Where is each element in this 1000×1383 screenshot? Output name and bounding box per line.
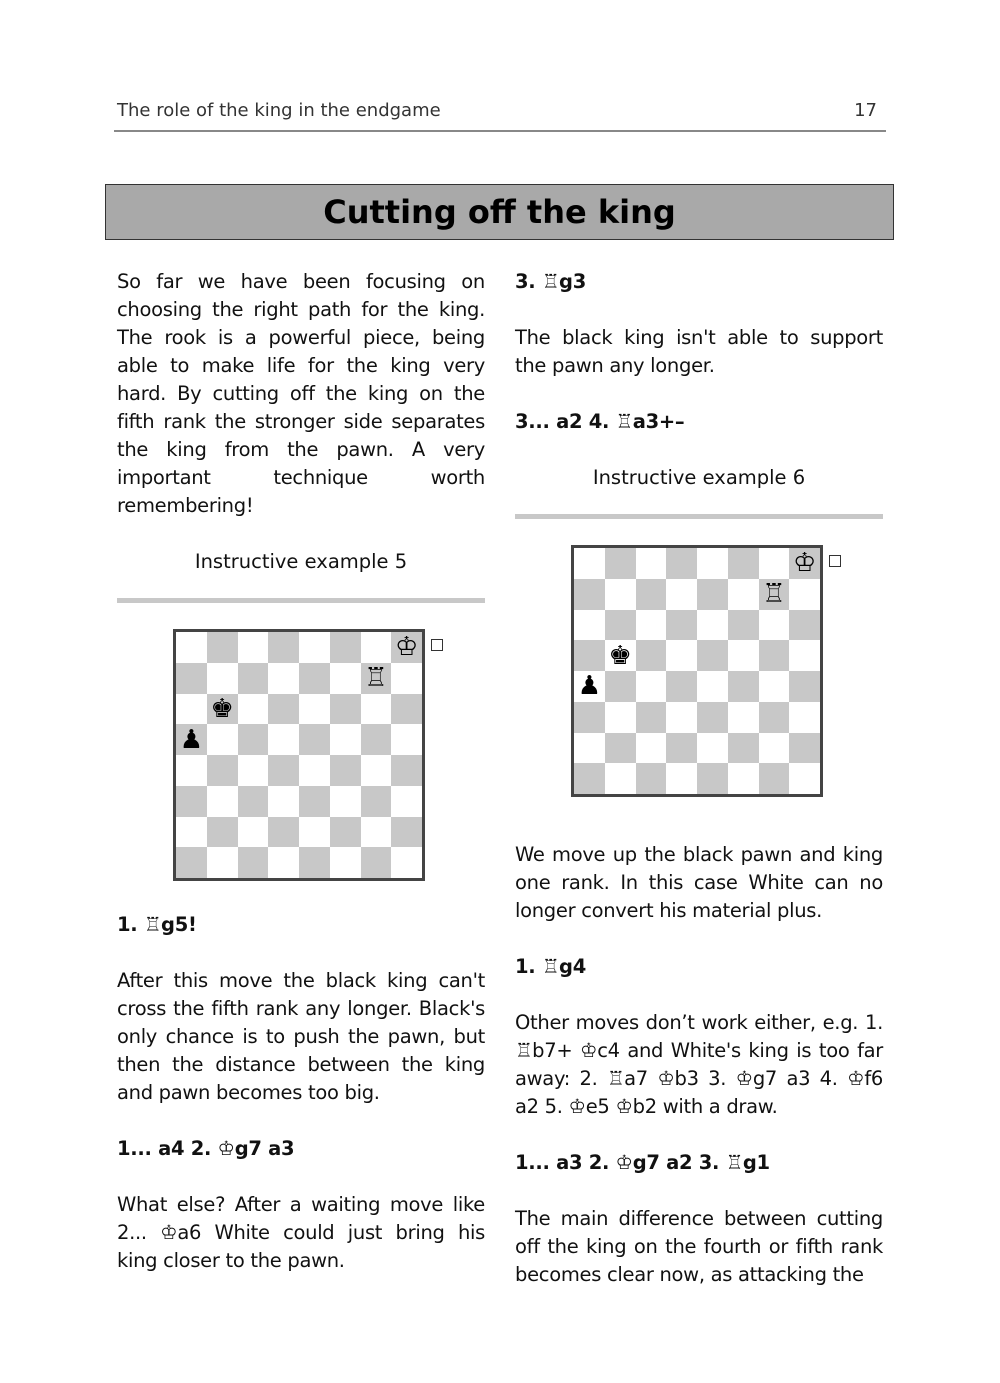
- square-a3: [176, 786, 207, 817]
- square-b7: [605, 579, 636, 610]
- header-rule: [114, 130, 886, 132]
- square-f7: [728, 579, 759, 610]
- square-h1: [391, 847, 422, 878]
- black-king-icon: ♚: [608, 640, 632, 671]
- square-g1: [759, 763, 790, 794]
- square-d1: [666, 763, 697, 794]
- left-column: [117, 268, 485, 1303]
- square-g6: [361, 694, 392, 725]
- square-e6: [299, 694, 330, 725]
- square-c5: [238, 724, 269, 755]
- square-a6: [574, 610, 605, 641]
- square-a2: [574, 733, 605, 764]
- commentary-paragraph: Other moves don’t work either, e.g. 1. ♖b7+ ♔c4 and White's king is too far away: 2. ♖a7 ♔b3 3. ♔g7 a3 4. ♔f6 a2 5. ♔e5 ♔b2 with a draw.: [515, 1011, 883, 1118]
- square-f5: [728, 640, 759, 671]
- square-f3: [728, 702, 759, 733]
- square-c5: [636, 640, 667, 671]
- square-c3: [636, 702, 667, 733]
- white-king-icon: ♔: [394, 632, 419, 663]
- square-h8: [789, 548, 820, 579]
- square-a3: [574, 702, 605, 733]
- square-c7: [636, 579, 667, 610]
- running-head: [117, 100, 885, 130]
- square-b2: [605, 733, 636, 764]
- square-g7: [759, 579, 790, 610]
- move-line: 1... a4 2. ♔g7 a3: [117, 1137, 295, 1160]
- square-c6: [636, 610, 667, 641]
- square-d3: [268, 786, 299, 817]
- square-b6: [605, 610, 636, 641]
- square-f5: [330, 724, 361, 755]
- commentary-paragraph: We move up the black pawn and king one rank. In this case White can no longer convert his material plus.: [515, 843, 883, 922]
- example-5-diagram: [173, 629, 429, 885]
- square-g2: [759, 733, 790, 764]
- chapter-title: Cutting off the king: [323, 193, 676, 231]
- square-e3: [299, 786, 330, 817]
- square-e8: [299, 632, 330, 663]
- square-a1: [574, 763, 605, 794]
- square-f6: [330, 694, 361, 725]
- square-b5: [605, 640, 636, 671]
- square-c8: [636, 548, 667, 579]
- square-c1: [238, 847, 269, 878]
- square-g4: [759, 671, 790, 702]
- commentary-paragraph: What else? After a waiting move like 2... ♔a6 White could just bring his king closer to the pawn.: [117, 1193, 485, 1272]
- square-d6: [666, 610, 697, 641]
- white-rook-icon: ♖: [762, 579, 786, 610]
- square-d8: [268, 632, 299, 663]
- square-f7: [330, 663, 361, 694]
- square-b1: [207, 847, 238, 878]
- square-h8: [391, 632, 422, 663]
- example-6-caption: Instructive example 6: [592, 466, 806, 489]
- square-b5: [207, 724, 238, 755]
- square-h7: [391, 663, 422, 694]
- square-a6: [176, 694, 207, 725]
- square-a5: [574, 640, 605, 671]
- square-c1: [636, 763, 667, 794]
- square-e6: [697, 610, 728, 641]
- square-g6: [759, 610, 790, 641]
- square-b6: [207, 694, 238, 725]
- square-a7: [574, 579, 605, 610]
- square-h2: [391, 817, 422, 848]
- black-king-icon: ♚: [210, 693, 234, 724]
- square-e7: [697, 579, 728, 610]
- square-b3: [207, 786, 238, 817]
- black-pawn-icon: ♟: [577, 671, 602, 702]
- square-e2: [697, 733, 728, 764]
- move-line: 3... a2 4. ♖a3+–: [515, 410, 685, 433]
- example-5-caption: Instructive example 5: [194, 550, 408, 573]
- square-f8: [330, 632, 361, 663]
- square-g2: [361, 817, 392, 848]
- square-d5: [268, 724, 299, 755]
- square-c4: [238, 755, 269, 786]
- square-f6: [728, 610, 759, 641]
- square-d4: [666, 671, 697, 702]
- commentary-paragraph: The black king isn't able to support the pawn any longer.: [515, 326, 883, 377]
- square-c4: [636, 671, 667, 702]
- square-b2: [207, 817, 238, 848]
- square-e3: [697, 702, 728, 733]
- square-e7: [299, 663, 330, 694]
- square-d6: [268, 694, 299, 725]
- square-g8: [759, 548, 790, 579]
- square-h2: [789, 733, 820, 764]
- square-a5: [176, 724, 207, 755]
- square-d8: [666, 548, 697, 579]
- square-b4: [207, 755, 238, 786]
- intro-paragraph: So far we have been focusing on choosing the right path for the king. The rook is a powerful piece, being able to make life for the king very hard. By cutting off the king on the fifth rank the stronger side separates the king from the pawn. A very important technique worth remembering!: [117, 270, 485, 517]
- square-e1: [697, 763, 728, 794]
- chapter-title-bar: [105, 184, 894, 240]
- move-line: 1. ♖g5!: [117, 913, 197, 936]
- square-a4: [574, 671, 605, 702]
- square-f2: [330, 817, 361, 848]
- white-king-icon: ♔: [792, 548, 817, 579]
- square-d3: [666, 702, 697, 733]
- square-b4: [605, 671, 636, 702]
- square-b8: [207, 632, 238, 663]
- square-f3: [330, 786, 361, 817]
- square-g3: [759, 702, 790, 733]
- square-d4: [268, 755, 299, 786]
- square-c7: [238, 663, 269, 694]
- running-title: The role of the king in the endgame: [117, 100, 441, 121]
- square-e4: [697, 671, 728, 702]
- right-column: [515, 268, 883, 1317]
- square-a8: [574, 548, 605, 579]
- square-e2: [299, 817, 330, 848]
- square-d7: [268, 663, 299, 694]
- page-number: 17: [854, 100, 877, 121]
- square-h5: [391, 724, 422, 755]
- square-b7: [207, 663, 238, 694]
- square-f1: [728, 763, 759, 794]
- square-d1: [268, 847, 299, 878]
- square-b1: [605, 763, 636, 794]
- example-5-rule: [117, 598, 485, 603]
- square-a8: [176, 632, 207, 663]
- square-h6: [789, 610, 820, 641]
- white-to-move-indicator: [829, 555, 841, 567]
- move-line: 3. ♖g3: [515, 270, 586, 293]
- square-h4: [789, 671, 820, 702]
- square-d5: [666, 640, 697, 671]
- square-g5: [759, 640, 790, 671]
- square-b3: [605, 702, 636, 733]
- square-d2: [268, 817, 299, 848]
- example-6-rule: [515, 514, 883, 519]
- square-g8: [361, 632, 392, 663]
- square-e5: [299, 724, 330, 755]
- square-c2: [238, 817, 269, 848]
- square-c2: [636, 733, 667, 764]
- square-f8: [728, 548, 759, 579]
- square-g1: [361, 847, 392, 878]
- square-a7: [176, 663, 207, 694]
- square-e5: [697, 640, 728, 671]
- commentary-paragraph: The main difference between cutting off the king on the fourth or fifth rank becomes clear now, as attacking the: [515, 1207, 883, 1286]
- square-g3: [361, 786, 392, 817]
- white-to-move-indicator: [431, 639, 443, 651]
- square-f1: [330, 847, 361, 878]
- square-h6: [391, 694, 422, 725]
- black-pawn-icon: ♟: [179, 724, 204, 755]
- chessboard: [571, 545, 823, 797]
- square-g4: [361, 755, 392, 786]
- square-f4: [330, 755, 361, 786]
- example-6-diagram: [571, 545, 827, 801]
- white-rook-icon: ♖: [364, 663, 388, 694]
- square-f4: [728, 671, 759, 702]
- square-h4: [391, 755, 422, 786]
- square-b8: [605, 548, 636, 579]
- square-c6: [238, 694, 269, 725]
- commentary-paragraph: After this move the black king can't cross the fifth rank any longer. Black's only chance is to push the pawn, but then the distance between the king and pawn becomes too big.: [117, 969, 485, 1104]
- square-g7: [361, 663, 392, 694]
- square-a1: [176, 847, 207, 878]
- square-e1: [299, 847, 330, 878]
- square-g5: [361, 724, 392, 755]
- square-f2: [728, 733, 759, 764]
- move-line: 1... a3 2. ♔g7 a2 3. ♖g1: [515, 1151, 770, 1174]
- square-h5: [789, 640, 820, 671]
- square-a2: [176, 817, 207, 848]
- square-h1: [789, 763, 820, 794]
- square-c8: [238, 632, 269, 663]
- square-a4: [176, 755, 207, 786]
- square-d2: [666, 733, 697, 764]
- square-h3: [789, 702, 820, 733]
- square-c3: [238, 786, 269, 817]
- chessboard: [173, 629, 425, 881]
- move-line: 1. ♖g4: [515, 955, 586, 978]
- square-d7: [666, 579, 697, 610]
- square-e4: [299, 755, 330, 786]
- square-h7: [789, 579, 820, 610]
- square-h3: [391, 786, 422, 817]
- square-e8: [697, 548, 728, 579]
